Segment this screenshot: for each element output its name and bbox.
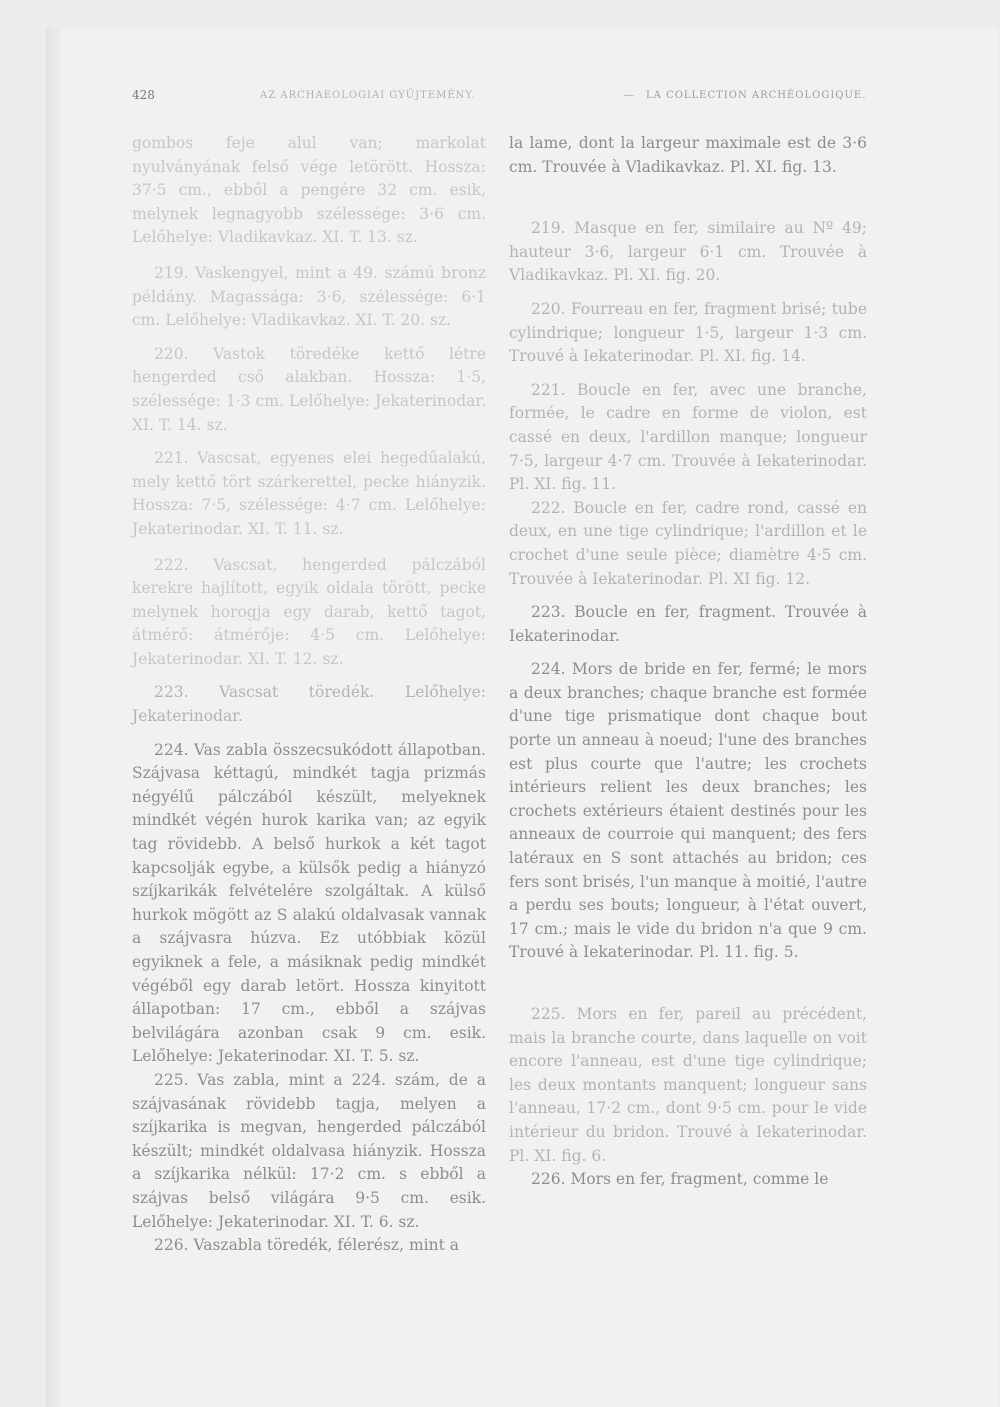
catalog-entry-continuation: gombos feje alul van; markolat nyulványának felső vége letörött. Hossza: 37·5 cm., ebből a pengére 32 cm. esik, melynek legnagyobb szélessége: 3·6 cm. Lelőhelye: Vladikavkaz. XI. T. 13. sz.: [132, 134, 486, 247]
catalog-entry-220: 220. Vastok töredéke kettő létre hengerded cső alakban. Hossza: 1·5, szélessége: 1·3 cm. Lelőhelye: Jekaterinodar. XI. T. 14. sz.: [132, 344, 486, 434]
running-title-hungarian: AZ ARCHAEOLOGIAI GYŰJTEMÉNY.: [260, 90, 476, 101]
catalog-entry-226: 226. Vaszabla töredék, félerész, mint a: [154, 1236, 459, 1255]
catalog-entry-220: 220. Fourreau en fer, fragment brisé; tube cylindrique; longueur 1·5, largeur 1·3 cm. Trouvé à Iekaterinodar. Pl. XI. fig. 14.: [509, 299, 867, 366]
running-title-french: LA COLLECTION ARCHÉOLOGIQUE.: [646, 90, 867, 101]
catalog-entry-219: 219. Vaskengyel, mint a 49. számú bronz példány. Magassága: 3·6, szélessége: 6·1 cm. Lelőhelye: Vladikavkaz. XI. T. 20. sz.: [132, 263, 486, 330]
catalog-entry-225: 225. Mors en fer, pareil au précédent, mais la branche courte, dans laquelle on voit encore l'anneau, est d'une tige cylindrique; les deux montants manquent; longueur sans l'anneau, 17·2 cm., dont 9·5 cm. pour le vide intérieur du bridon. Trouvé à Iekaterinodar. Pl. XI. fig. 6.: [509, 1005, 867, 1165]
catalog-entry-226: 226. Mors en fer, fragment, comme le: [531, 1170, 829, 1189]
catalog-entry-221: 221. Boucle en fer, avec une branche, formée, le cadre en forme de violon, est cassé en deux, l'ardillon manque; longueur 7·5, largeur 4·7 cm. Trouvée à Iekaterinodar. Pl. XI. fig. 11.: [509, 380, 867, 494]
catalog-entry-222: 222. Boucle en fer, cadre rond, cassé en deux, en une tige cylindrique; l'ardillon et le crochet d'une seule pièce; diamètre 4·5 cm. Trouvée à Iekaterinodar. Pl. XI fig. 12.: [509, 498, 867, 588]
hungarian-column: [132, 132, 486, 1258]
page-fold-shadow: [46, 28, 62, 1407]
catalog-entry-222: 222. Vascsat, hengerded pálczából kerekre hajlított, egyik oldala törött, pecke melynek horogja egy darab, kettő tagot, átmérő: átmérője: 4·5 cm. Lelőhelye: Jekaterinodar. XI. T. 12. sz.: [132, 555, 486, 668]
page-number: 428: [132, 88, 155, 102]
catalog-entry-223: 223. Boucle en fer, fragment. Trouvée à Iekaterinodar.: [509, 603, 867, 645]
catalog-entry-224: 224. Mors de bride en fer, fermé; le mors a deux branches; chaque branche est formée d'une tige prismatique dont chaque bout porte un anneau à noeud; l'une des branches est plus courte que l'autre; les crochets intérieurs relient les deux branches; les crochets extérieurs étaient destinés pour les anneaux de courroie qui manquent; des fers latéraux en S sont attachés au bridon; ces fers sont brisés, l'un manque à moitié, l'autre a perdu ses bouts; longueur, à l'état ouvert, 17 cm.; mais le vide du bridon n'a que 9 cm. Trouvé à Iekaterinodar. Pl. 11. fig. 5.: [509, 660, 867, 962]
running-title-separator: —: [624, 90, 635, 101]
catalog-entry-223: 223. Vascsat töredék. Lelőhelye: Jekaterinodar.: [132, 683, 486, 726]
catalog-entry-continuation: la lame, dont la largeur maximale est de 3·6 cm. Trouvée à Vladikavkaz. Pl. XI. fig. 13.: [509, 134, 867, 176]
catalog-entry-225: 225. Vas zabla, mint a 224. szám, de a szájvasának rövidebb tagja, melyen a szíjkarika is megvan, hengerded pálczából készült; mindkét oldalvasa hiányzik. Hossza a szíjkarika nélkül: 17·2 cm. s ebből a szájvas belső világára 9·5 cm. esik. Lelőhelye: Jekaterinodar. XI. T. 6. sz.: [132, 1070, 486, 1231]
catalog-entry-221: 221. Vascsat, egyenes elei hegedűalakú, mely kettő tört szárkerettel, pecke hiányzik. Hossza: 7·5, szélessége: 4·7 cm. Lelőhelye: Jekaterinodar. XI. T. 11. sz.: [132, 449, 486, 538]
catalog-entry-219: 219. Masque en fer, similaire au Nº 49; hauteur 3·6, largeur 6·1 cm. Trouvée à Vladikavkaz. Pl. XI. fig. 20.: [509, 219, 867, 285]
french-column: [509, 132, 867, 1192]
catalog-entry-224: 224. Vas zabla összecsukódott állapotban. Szájvasa kéttagú, mindkét tagja prizmás négyélű pálczából készült, melyeknek mindkét végén hurok karika van; az egyik tag rövidebb. A belső hurkok a két tagot kapcsolják egybe, a külsők pedig a hiányzó szíjkarikák felvételére szolgáltak. A külső hurkok mögött az S alakú oldalvasak vannak a szájvasra húzva. Ez utóbbiak közül egyiknek a fele, a másiknak pedig mindkét végéből egy darab letört. Hossza kinyitott állapotban: 17 cm., ebből a szájvas belvilágára azonban csak 9 cm. esik. Lelőhelye: Jekaterinodar. XI. T. 5. sz.: [132, 740, 486, 1066]
